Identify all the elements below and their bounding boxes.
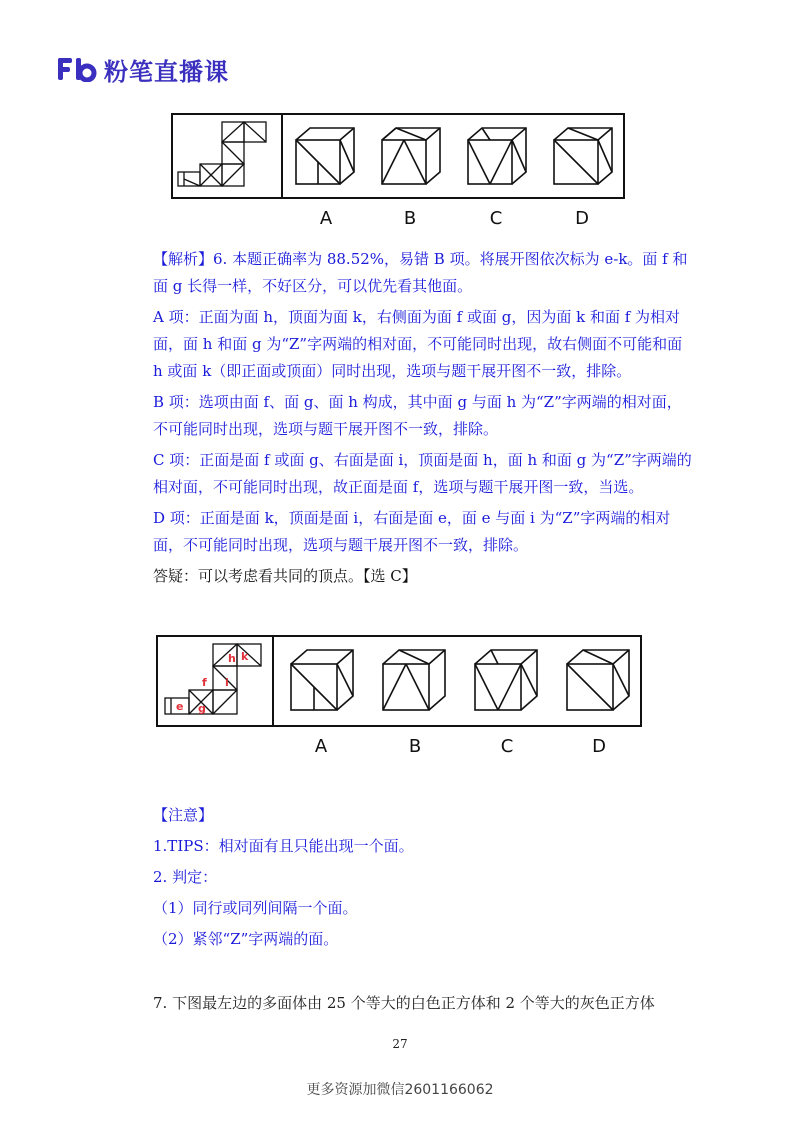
- analysis-option-c: C 项：正面是面 f 或面 g、右面是面 i，顶面是面 h，面 h 和面 g 为“Z”字两端的相对面，不可能同时出现，故正面是面 f，选项与题干展开图一致，当选。: [153, 451, 692, 496]
- option-label-c: C: [489, 208, 503, 229]
- face-label-g: g: [198, 702, 206, 715]
- face-label-e: e: [176, 700, 184, 713]
- question-7: 7. 下图最左边的多面体由 25 个等大的白色正方体和 2 个等大的灰色正方体: [153, 994, 655, 1012]
- face-label-k: k: [241, 650, 249, 663]
- option-c-cube-2: [475, 650, 537, 710]
- notes-item-4: （2）紧邻“Z”字两端的面。: [153, 930, 339, 948]
- cube-figure-question: [170, 112, 630, 240]
- fb-logo-icon: [58, 56, 98, 82]
- analysis-option-d: D 项：正面是面 k，顶面是面 i，右面是面 e，面 e 与面 i 为“Z”字两端的相对面，不可能同时出现，选项与题干展开图不一致，排除。: [153, 509, 671, 554]
- option-b-cube: [382, 128, 440, 184]
- notes-title: 【注意】: [153, 806, 214, 824]
- option-d-cube: [554, 128, 612, 184]
- notes-item-1: 1.TIPS：相对面有且只能出现一个面。: [153, 837, 414, 855]
- option2-label-a: A: [314, 736, 328, 757]
- option2-label-c: C: [500, 736, 514, 757]
- option-label-d: D: [575, 208, 589, 229]
- analysis-answer: 答疑：可以考虑看共同的顶点。【选 C】: [153, 567, 417, 585]
- option-label-a: A: [319, 208, 333, 229]
- analysis-option-a: A 项：正面为面 h，顶面为面 k，右侧面为面 f 或面 g，因为面 k 和面 f 为相对面，面 h 和面 g 为“Z”字两端的相对面，不可能同时出现，故右侧面不可能和面 h 或面 k（即正面或顶面）同时出现，选项与题干展开图不一致，排除。: [153, 308, 683, 380]
- face-label-f: f: [202, 676, 207, 689]
- notes-section: [153, 800, 693, 955]
- analysis-section: [153, 246, 693, 590]
- brand-logo: [58, 52, 229, 86]
- brand-name: 粉笔直播课: [104, 57, 229, 86]
- analysis-intro: 【解析】6. 本题正确率为 88.52%，易错 B 项。将展开图依次标为 e-k。面 f 和面 g 长得一样，不好区分，可以优先看其他面。: [153, 250, 688, 295]
- analysis-option-b: B 项：选项由面 f、面 g、面 h 构成，其中面 g 与面 h 为“Z”字两端的相对面，不可能同时出现，选项与题干展开图不一致，排除。: [153, 393, 682, 438]
- notes-item-3: （1）同行或同列间隔一个面。: [153, 899, 358, 917]
- footer-text: 更多资源加微信2601166062: [306, 1082, 494, 1098]
- option-b-cube-2: [383, 650, 445, 710]
- cube-net: [178, 122, 266, 186]
- face-label-h: h: [228, 652, 236, 665]
- face-label-i: i: [225, 676, 229, 689]
- option-label-b: B: [403, 208, 417, 229]
- option2-label-d: D: [592, 736, 606, 757]
- option-d-cube-2: [567, 650, 629, 710]
- option2-label-b: B: [408, 736, 422, 757]
- cube-figure-labeled: [155, 634, 645, 764]
- option-a-cube: [296, 128, 354, 184]
- page-number: 27: [392, 1037, 408, 1051]
- notes-item-2: 2. 判定：: [153, 868, 218, 886]
- option-a-cube-2: [291, 650, 353, 710]
- option-c-cube: [468, 128, 526, 184]
